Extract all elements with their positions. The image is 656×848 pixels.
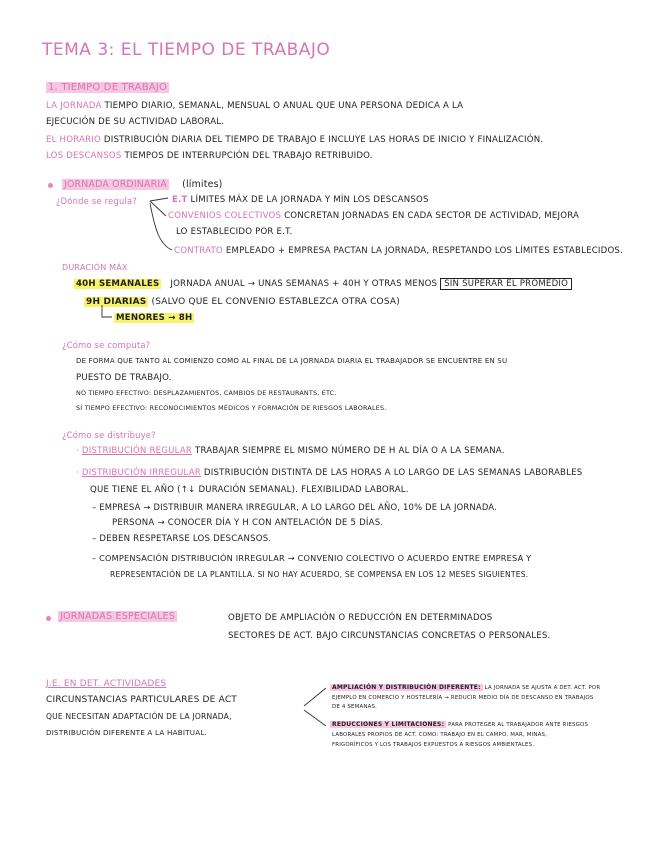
persona-line: PERSONA → CONOCER DÍA Y H CON ANTELACIÓN DE 5 DÍAS. (112, 518, 384, 528)
ampliacion-line1: AMPLIACIÓN Y DISTRIBUCIÓN DIFERENTE: LA JORNADA SE AJUSTA A DET. ACT. POR (332, 684, 601, 691)
section-heading-tiempo: 1. TIEMPO DE TRABAJO (48, 82, 168, 93)
compensacion-line: – COMPENSACIÓN DISTRIBUCIÓN IRREGULAR → CONVENIO COLECTIVO O ACUERDO ENTRE EMPRESA Y (92, 553, 532, 563)
computa-line2: PUESTO DE TRABAJO. (76, 373, 172, 383)
compensacion-line-cont: REPRESENTACIÓN DE LA PLANTILLA. SI NO HAY ACUERDO, SE COMPENSA EN LOS 12 MESES SIGUIENTES. (110, 570, 529, 579)
descansos-definition: LOS DESCANSOS TIEMPOS DE INTERRUPCIÓN DEL TRABAJO RETRIBUIDO. (46, 151, 373, 161)
jornada-definition: LA JORNADA TIEMPO DIARIO, SEMANAL, MENSUAL O ANUAL QUE UNA PERSONA DEDICA A LA (46, 101, 464, 111)
semanales-line: 40H SEMANALES JORNADA ANUAL → UNAS SEMANAS + 40H Y OTRAS MENOS SIN SUPERAR EL PROMEDIO (74, 279, 572, 289)
especiales-text1: OBJETO DE AMPLIACIÓN O REDUCCIÓN EN DETERMINADOS (228, 613, 493, 623)
computa-heading: ¿Cómo se computa? (62, 340, 151, 350)
je-text3: DISTRIBUCIÓN DIFERENTE A LA HABITUAL. (46, 728, 208, 737)
deben-line: – DEBEN RESPETARSE LOS DESCANSOS. (92, 534, 272, 544)
je-text2: QUE NECESITAN ADAPTACIÓN DE LA JORNADA, (46, 712, 232, 721)
no-tiempo-efectivo: NO TIEMPO EFECTIVO: DESPLAZAMIENTOS, CAMBIOS DE RESTAURANTS, ETC. (76, 389, 337, 397)
empresa-line: – EMPRESA → DISTRIBUIR MANERA IRREGULAR, A LO LARGO DEL AÑO, 10% DE LA JORNADA. (92, 502, 497, 512)
ampliacion-line3: DE 4 SEMANAS. (332, 704, 378, 710)
et-line: E.T LÍMITES MÁX DE LA JORNADA Y MÍN LOS DESCANSOS (172, 195, 429, 205)
convenios-line: CONVENIOS COLECTIVOS CONCRETAN JORNADAS EN CADA SECTOR DE ACTIVIDAD, MEJORA (168, 211, 580, 221)
irregular-line: · DISTRIBUCIÓN IRREGULAR DISTRIBUCIÓN DISTINTA DE LAS HORAS A LO LARGO DE LAS SEMANAS LABORABLES (76, 468, 583, 478)
distribuye-heading: ¿Cómo se distribuye? (62, 430, 156, 440)
especiales-text2: SECTORES DE ACT. BAJO CIRCUNSTANCIAS CONCRETAS O PERSONALES. (228, 631, 551, 641)
reducciones-line1: REDUCCIONES Y LIMITACIONES: PARA PROTEGER AL TRABAJADOR ANTE RIESGOS (332, 721, 589, 728)
ampliacion-line2: EJEMPLO EN COMERCIO Y HOSTELERÍA → REDUCIR MEDIO DÍA DE DESCANSO EN TRABAJOS (332, 695, 594, 701)
menores-line: MENORES → 8H (116, 313, 193, 323)
reducciones-line3: FRIGORÍFICOS Y LOS TRABAJOS EXPUESTOS A RIESGOS AMBIENTALES. (332, 742, 535, 748)
computa-line1: DE FORMA QUE TANTO AL COMIENZO COMO AL FINAL DE LA JORNADA DIARIA EL TRABAJADOR SE ENCUENTRE EN SU (76, 357, 508, 365)
horario-definition: EL HORARIO DISTRIBUCIÓN DIARIA DEL TIEMPO DE TRABAJO E INCLUYE LAS HORAS DE INICIO Y FINALIZACIÓN. (46, 135, 544, 145)
regular-line: · DISTRIBUCIÓN REGULAR TRABAJAR SIEMPRE EL MISMO NÚMERO DE H AL DÍA O A LA SEMANA. (76, 446, 505, 456)
irregular-line-cont: QUE TIENE EL AÑO (↑↓ DURACIÓN SEMANAL). FLEXIBILIDAD LABORAL. (90, 485, 409, 495)
reducciones-line2: LABORALES PROPIOS DE ACT. COMO: TRABAJO EN EL CAMPO, MAR, MINAS, (332, 732, 548, 738)
convenios-line-cont: LO ESTABLECIDO POR E.T. (176, 227, 293, 237)
si-tiempo-efectivo: SÍ TIEMPO EFECTIVO: RECONOCIMIENTOS MÉDICOS Y FORMACIÓN DE RIESGOS LABORALES. (76, 404, 387, 412)
jornada-definition-cont: EJECUCIÓN DE SU ACTIVIDAD LABORAL. (46, 117, 225, 127)
je-text1: CIRCUNSTANCIAS PARTICULARES DE ACT (46, 695, 237, 705)
diarias-line: 9H DIARIAS (SALVO QUE EL CONVENIO ESTABLEZCA OTRA COSA) (86, 297, 400, 307)
jornadas-especiales-heading: JORNADAS ESPECIALES (60, 611, 176, 622)
jornada-ordinaria-heading: JORNADA ORDINARIA (límites) (64, 179, 223, 190)
contrato-line: CONTRATO EMPLEADO + EMPRESA PACTAN LA JORNADA, RESPETANDO LOS LÍMITES ESTABLECIDOS. (174, 246, 624, 256)
je-heading: J.E. EN DET. ACTIVIDADES (46, 679, 167, 689)
regula-question: ¿Dónde se regula? (56, 196, 137, 206)
page-title: TEMA 3: EL TIEMPO DE TRABAJO (42, 40, 331, 60)
duracion-heading: DURACIÓN MÁX (62, 263, 128, 272)
